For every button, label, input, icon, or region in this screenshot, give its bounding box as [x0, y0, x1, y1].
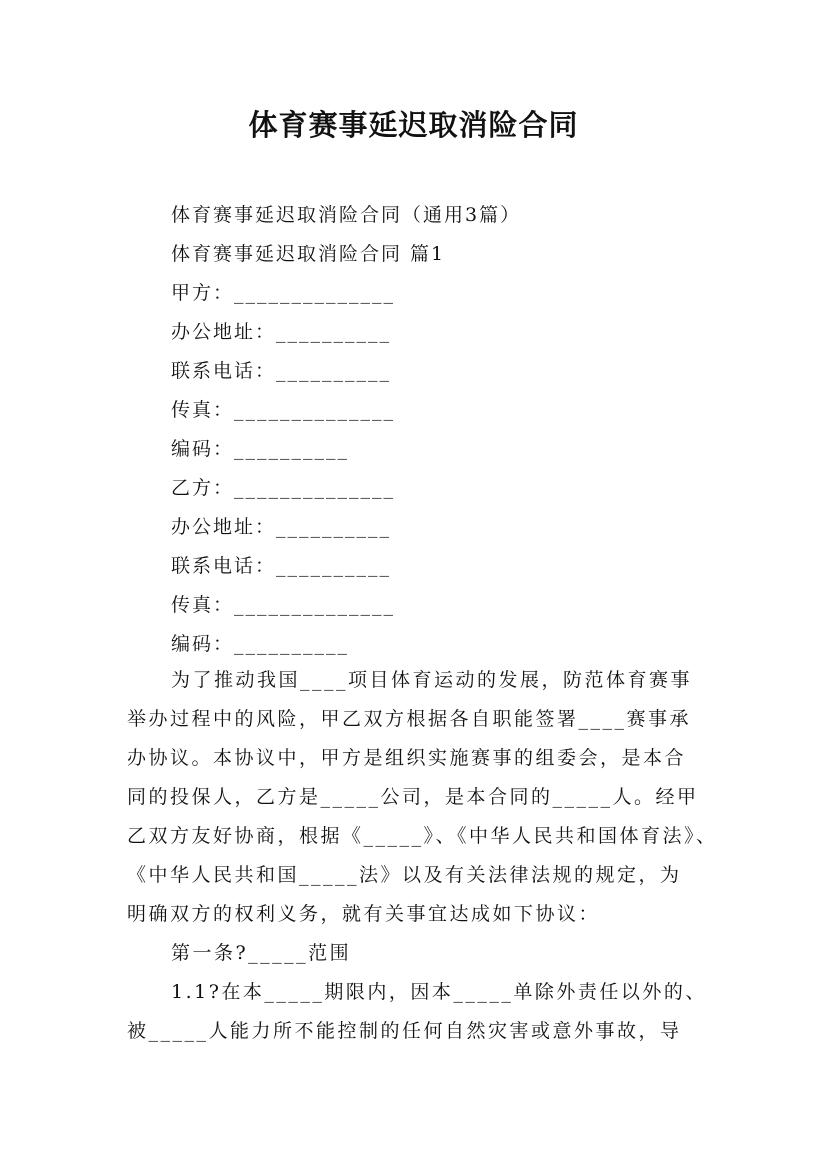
party-b-fax-field: 传真：______________ — [171, 594, 396, 616]
party-a-code-field: 编码：__________ — [171, 438, 350, 460]
paragraph-line: 为了推动我国____项目体育运动的发展，防范体育赛事 — [171, 669, 693, 691]
section-heading: 体育赛事延迟取消险合同 篇1 — [171, 243, 446, 265]
party-a-phone-field: 联系电话：__________ — [171, 360, 392, 382]
paragraph-line: 乙双方友好协商，根据《_____》、《中华人民共和国体育法》、 — [127, 825, 718, 847]
paragraph-line: 同的投保人，乙方是_____公司，是本合同的_____人。经甲 — [127, 786, 699, 808]
paragraph-line: 办协议。本协议中，甲方是组织实施赛事的组委会，是本合 — [127, 747, 687, 769]
paragraph-line: 举办过程中的风险，甲乙双方根据各自职能签署____赛事承 — [127, 708, 692, 730]
paragraph-line: 被_____人能力所不能控制的任何自然灾害或意外事故，导 — [127, 1020, 682, 1042]
document-title: 体育赛事延迟取消险合同 — [248, 108, 579, 142]
party-b-phone-field: 联系电话：__________ — [171, 555, 392, 577]
party-a-fax-field: 传真：______________ — [171, 399, 396, 421]
party-b-code-field: 编码：__________ — [171, 633, 350, 655]
paragraph-line: 《中华人民共和国_____法》以及有关法律法规的规定，为 — [127, 864, 682, 886]
document-subtitle: 体育赛事延迟取消险合同（通用3篇） — [171, 204, 522, 226]
article-heading: 第一条?_____范围 — [171, 942, 352, 964]
party-b-address-field: 办公地址：__________ — [171, 516, 392, 538]
paragraph-line: 1.1?在本_____期限内，因本_____单除外责任以外的、 — [171, 981, 707, 1003]
party-a-address-field: 办公地址：__________ — [171, 321, 392, 343]
party-b-name-field: 乙方：______________ — [171, 477, 396, 499]
paragraph-line: 明确双方的权利义务，就有关事宜达成如下协议： — [127, 903, 601, 925]
party-a-name-field: 甲方：______________ — [171, 282, 396, 304]
